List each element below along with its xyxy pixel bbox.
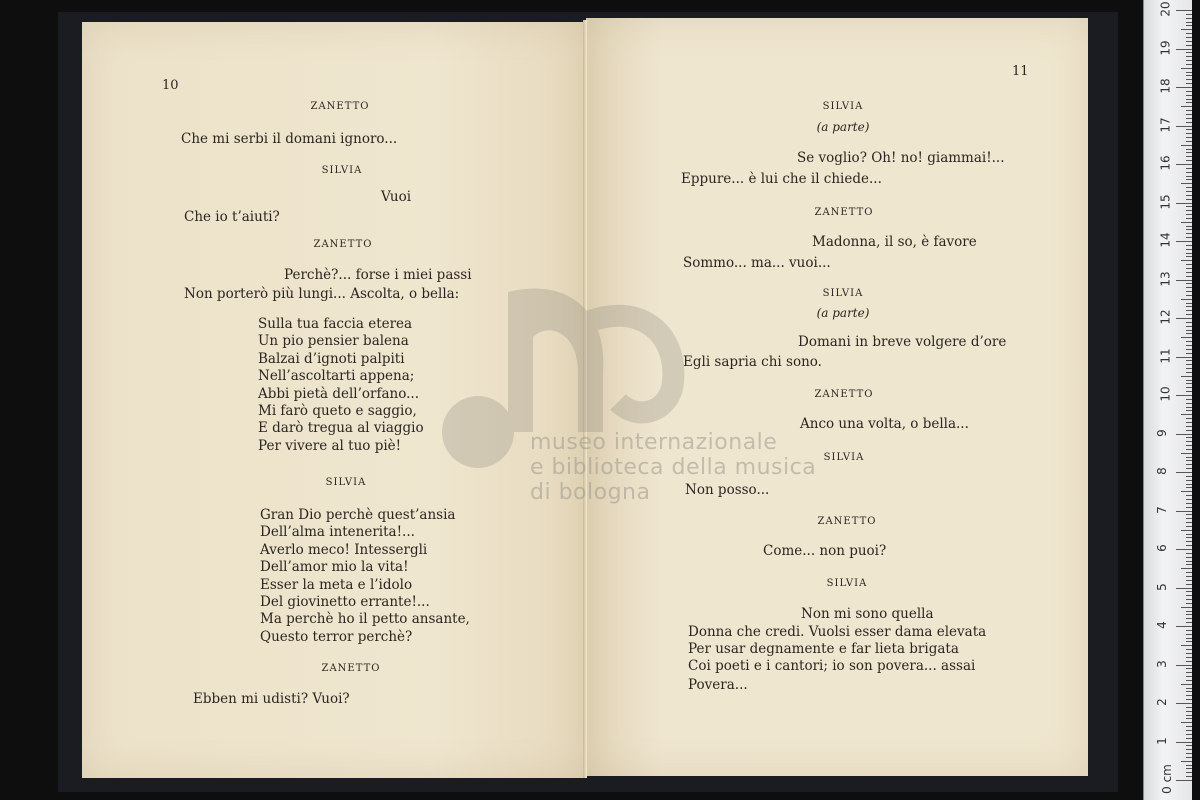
verse-line: Madonna, il so, è favore [812, 234, 977, 250]
ruler-tick [1186, 699, 1192, 700]
speaker-label: ZANETTO [313, 239, 373, 250]
ruler-number: 15 [1158, 193, 1173, 210]
ruler-tick [1186, 449, 1192, 450]
ruler-tick [1181, 106, 1192, 107]
ruler-tick [1186, 168, 1192, 169]
ruler-tick [1186, 553, 1192, 554]
verse-line: Anco una volta, o bella... [800, 416, 969, 432]
ruler-tick [1186, 738, 1192, 739]
ruler-tick [1181, 299, 1192, 300]
ruler-tick [1176, 626, 1192, 627]
ruler-tick [1176, 87, 1192, 88]
ruler-tick [1186, 591, 1192, 592]
ruler-tick [1186, 576, 1192, 577]
ruler-tick [1186, 676, 1192, 677]
verse-line: Non mi sono quella [801, 606, 934, 622]
ruler-tick [1186, 380, 1192, 381]
ruler-tick [1186, 422, 1192, 423]
book-gutter [583, 20, 587, 778]
ruler-tick [1186, 314, 1192, 315]
ruler-tick [1186, 691, 1192, 692]
ruler-tick [1186, 522, 1192, 523]
ruler-tick [1186, 75, 1192, 76]
ruler-tick [1186, 287, 1192, 288]
ruler-tick [1186, 349, 1192, 350]
ruler-number: 2 [1154, 698, 1169, 706]
ruler-tick [1186, 83, 1192, 84]
ruler-number: 14 [1158, 232, 1173, 248]
ruler-tick [1181, 222, 1192, 223]
ruler-tick [1186, 268, 1192, 269]
page-number-left: 10 [162, 78, 179, 93]
verse-line: Ebben mi udisti? Vuoi? [193, 691, 350, 707]
ruler-tick [1186, 141, 1192, 142]
ruler-tick [1186, 711, 1192, 712]
ruler-tick [1186, 326, 1192, 327]
ruler-tick [1181, 684, 1192, 685]
verse-line: Sommo... ma... vuoi... [683, 255, 831, 271]
verse-line: Perchè?... forse i miei passi [284, 267, 472, 283]
ruler-tick [1186, 353, 1192, 354]
ruler-tick [1186, 79, 1192, 80]
verse-line: Che io t’aiuti? [184, 209, 280, 225]
verse-line: Mi farò queto e saggio, [258, 402, 417, 419]
ruler-tick [1186, 122, 1192, 123]
ruler-tick [1186, 264, 1192, 265]
ruler-tick [1181, 761, 1192, 762]
ruler-tick [1186, 191, 1192, 192]
ruler-tick [1186, 584, 1192, 585]
watermark-text: e biblioteca della musica [530, 455, 817, 480]
ruler-tick [1186, 638, 1192, 639]
ruler-tick [1186, 210, 1192, 211]
ruler-tick [1186, 630, 1192, 631]
verse-line: Averlo meco! Intessergli [260, 541, 428, 558]
ruler-tick [1186, 199, 1192, 200]
ruler-number: 6 [1154, 544, 1169, 552]
ruler-tick [1186, 341, 1192, 342]
ruler-tick [1186, 603, 1192, 604]
ruler-tick [1186, 426, 1192, 427]
ruler-tick [1186, 256, 1192, 257]
ruler-tick [1186, 749, 1192, 750]
ruler-number: 12 [1158, 309, 1173, 325]
ruler-number: 8 [1154, 467, 1169, 475]
ruler-tick [1186, 495, 1192, 496]
ruler-tick [1186, 653, 1192, 654]
verse-line: E darò tregua al viaggio [258, 420, 424, 437]
ruler-tick [1186, 229, 1192, 230]
ruler-tick [1186, 137, 1192, 138]
speaker-label: SILVIA [822, 101, 864, 112]
ruler-number: 9 [1154, 428, 1169, 437]
ruler-tick [1186, 734, 1192, 735]
ruler-tick [1186, 322, 1192, 323]
ruler-tick [1186, 480, 1192, 481]
verse-line: Non posso... [685, 482, 770, 498]
ruler-tick [1186, 172, 1192, 173]
ruler-tick [1186, 403, 1192, 404]
ruler-tick [1186, 718, 1192, 719]
verse-line: Balzai d’ignoti palpiti [258, 350, 405, 367]
ruler-tick [1186, 457, 1192, 458]
ruler-tick [1186, 333, 1192, 334]
ruler-tick [1176, 665, 1192, 666]
ruler-tick [1186, 445, 1192, 446]
ruler-tick [1186, 518, 1192, 519]
verse-line: Non porterò più lungi... Ascolta, o bella: [184, 286, 460, 302]
ruler-tick [1186, 561, 1192, 562]
ruler-tick [1186, 156, 1192, 157]
ruler-tick [1186, 649, 1192, 650]
ruler-tick [1186, 672, 1192, 673]
verse-line: Gran Dio perchè quest’ansia [260, 507, 456, 523]
ruler-tick [1186, 657, 1192, 658]
ruler-tick [1186, 526, 1192, 527]
ruler-tick [1186, 283, 1192, 284]
ruler-tick [1186, 118, 1192, 119]
verse-line: Questo terror perchè? [260, 628, 413, 645]
ruler-number: 10 [1158, 386, 1173, 402]
ruler-tick [1186, 110, 1192, 111]
ruler-tick [1186, 330, 1192, 331]
ruler-tick [1186, 99, 1192, 100]
ruler-tick [1186, 368, 1192, 369]
ruler-tick [1186, 18, 1192, 19]
ruler-tick [1186, 564, 1192, 565]
ruler-tick [1181, 491, 1192, 492]
ruler-tick [1186, 487, 1192, 488]
ruler-tick [1186, 507, 1192, 508]
ruler-tick [1186, 272, 1192, 273]
ruler-tick [1186, 114, 1192, 115]
verse-line: Eppure... è lui che il chiede... [681, 171, 882, 187]
ruler-tick [1186, 245, 1192, 246]
ruler-tick [1176, 10, 1192, 11]
watermark-text: museo internazionale [530, 430, 778, 455]
ruler-tick [1186, 41, 1192, 42]
speaker-label: SILVIA [321, 165, 363, 176]
ruler-tick [1176, 49, 1192, 50]
ruler-tick [1186, 291, 1192, 292]
stanza [260, 507, 470, 646]
ruler-tick [1186, 206, 1192, 207]
ruler-tick [1186, 253, 1192, 254]
verse-line: Egli sapria chi sono. [683, 354, 822, 370]
ruler-tick [1176, 780, 1192, 781]
ruler-number: 20 [1158, 1, 1173, 17]
ruler-tick [1186, 129, 1192, 130]
page-number-right: 11 [1012, 64, 1029, 79]
ruler-tick [1186, 707, 1192, 708]
speaker-label: ZANETTO [817, 516, 877, 527]
speaker-label: SILVIA [823, 452, 865, 463]
ruler-tick [1186, 345, 1192, 346]
ruler-tick [1181, 568, 1192, 569]
ruler-tick [1176, 472, 1192, 473]
verse-line: Dell’alma intenerita!... [260, 524, 415, 541]
ruler-tick [1186, 195, 1192, 196]
ruler-tick [1176, 549, 1192, 550]
verse-line: Un pio pensier balena [258, 333, 409, 350]
ruler-tick [1176, 241, 1192, 242]
ruler-tick [1186, 176, 1192, 177]
ruler-tick [1186, 468, 1192, 469]
ruler-tick [1186, 541, 1192, 542]
ruler-tick [1186, 383, 1192, 384]
ruler-tick [1186, 152, 1192, 153]
verse-line: Esser la meta e l’idolo [260, 576, 413, 593]
ruler-number: 5 [1154, 582, 1169, 591]
ruler-number: 16 [1158, 155, 1173, 171]
ruler-tick [1181, 337, 1192, 338]
ruler-tick [1186, 179, 1192, 180]
ruler-tick [1181, 68, 1192, 69]
ruler-tick [1186, 60, 1192, 61]
ruler-tick [1181, 645, 1192, 646]
ruler-tick [1186, 545, 1192, 546]
verse-line: Nell’ascoltarti appena; [258, 368, 415, 385]
verse-line: Dell’amor mio la vita! [260, 559, 409, 576]
ruler-number: 19 [1158, 39, 1173, 56]
verse-line: Se voglio? Oh! no! giammai!... [797, 150, 1005, 166]
ruler-tick [1186, 595, 1192, 596]
ruler-tick [1176, 395, 1192, 396]
ruler-tick [1186, 187, 1192, 188]
ruler-number: 17 [1158, 116, 1173, 133]
ruler-tick [1186, 460, 1192, 461]
ruler-number: 4 [1154, 621, 1169, 629]
ruler-tick [1186, 765, 1192, 766]
ruler-tick [1186, 776, 1192, 777]
ruler-tick [1186, 303, 1192, 304]
ruler-tick [1186, 757, 1192, 758]
ruler-tick [1186, 360, 1192, 361]
ruler-tick [1186, 214, 1192, 215]
ruler-tick [1176, 203, 1192, 204]
speaker-label: SILVIA [822, 288, 864, 299]
ruler-number: 0 cm [1159, 764, 1174, 794]
ruler-number: 7 [1154, 505, 1169, 514]
ruler-tick [1186, 410, 1192, 411]
ruler-tick [1181, 183, 1192, 184]
ruler-tick [1186, 45, 1192, 46]
ruler-tick [1186, 276, 1192, 277]
ruler-tick [1186, 37, 1192, 38]
verse-line: Per usar degnamente e far lieta brigata [688, 641, 959, 657]
stage-direction: (a parte) [816, 306, 870, 320]
ruler-tick [1176, 511, 1192, 512]
ruler-tick [1186, 668, 1192, 669]
ruler-tick [1186, 22, 1192, 23]
ruler-tick [1186, 557, 1192, 558]
ruler-tick [1186, 661, 1192, 662]
ruler-tick [1186, 387, 1192, 388]
ruler-tick [1186, 622, 1192, 623]
ruler-tick [1186, 418, 1192, 419]
ruler-tick [1186, 580, 1192, 581]
ruler-tick [1181, 145, 1192, 146]
ruler-tick [1186, 391, 1192, 392]
ruler-tick [1186, 599, 1192, 600]
ruler-tick [1176, 164, 1192, 165]
ruler-tick [1186, 745, 1192, 746]
ruler-tick [1186, 306, 1192, 307]
ruler-tick [1186, 537, 1192, 538]
ruler-tick [1186, 534, 1192, 535]
speaker-label: ZANETTO [814, 389, 874, 400]
verse-line: Ma perchè ho il petto ansante, [260, 611, 470, 628]
ruler-tick [1186, 249, 1192, 250]
ruler-tick [1176, 318, 1192, 319]
ruler-tick [1181, 29, 1192, 30]
ruler-tick [1186, 64, 1192, 65]
ruler-tick [1186, 372, 1192, 373]
ruler-tick [1181, 376, 1192, 377]
verse-line: Per vivere al tuo piè! [258, 437, 402, 454]
ruler-number: 13 [1158, 270, 1173, 287]
ruler-tick [1186, 441, 1192, 442]
ruler-tick [1176, 742, 1192, 743]
ruler-tick [1181, 722, 1192, 723]
ruler-tick [1186, 514, 1192, 515]
ruler-tick [1176, 280, 1192, 281]
ruler-tick [1186, 715, 1192, 716]
ruler-tick [1176, 126, 1192, 127]
ruler-tick [1181, 260, 1192, 261]
verse-line: Coi poeti e i cantori; io son povera... assai [688, 658, 976, 674]
ruler-tick [1181, 607, 1192, 608]
ruler-tick [1186, 364, 1192, 365]
ruler-number: 1 [1154, 736, 1169, 745]
ruler-tick [1186, 499, 1192, 500]
ruler-tick [1176, 434, 1192, 435]
ruler-tick [1181, 414, 1192, 415]
verse-line: Del giovinetto errante!... [260, 593, 430, 610]
ruler-tick [1186, 52, 1192, 53]
stage-direction: (a parte) [816, 120, 870, 134]
ruler-tick [1181, 453, 1192, 454]
ruler-tick [1186, 95, 1192, 96]
ruler-tick [1186, 133, 1192, 134]
ruler-tick [1186, 149, 1192, 150]
ruler-tick [1186, 618, 1192, 619]
measuring-ruler [1143, 0, 1192, 800]
verse-line: Abbi pietà dell’orfano... [258, 385, 419, 402]
ruler-tick [1186, 476, 1192, 477]
ruler-tick [1186, 688, 1192, 689]
ruler-tick [1186, 310, 1192, 311]
ruler-number: 18 [1158, 78, 1173, 94]
speaker-label: SILVIA [325, 477, 367, 488]
verse-line: Povera... [688, 677, 748, 693]
ruler-tick [1186, 614, 1192, 615]
ruler-tick [1186, 233, 1192, 234]
watermark-text: di bologna [530, 480, 651, 505]
ruler-tick [1186, 753, 1192, 754]
ruler-tick [1186, 160, 1192, 161]
ruler-tick [1186, 437, 1192, 438]
ruler-tick [1186, 572, 1192, 573]
ruler-number: 11 [1158, 347, 1173, 364]
ruler-tick [1186, 237, 1192, 238]
stanza [258, 316, 424, 455]
ruler-tick [1186, 768, 1192, 769]
ruler-tick [1186, 641, 1192, 642]
ruler-tick [1186, 695, 1192, 696]
ruler-tick [1186, 407, 1192, 408]
ruler-tick [1186, 430, 1192, 431]
ruler-tick [1176, 588, 1192, 589]
ruler-tick [1186, 484, 1192, 485]
speaker-label: ZANETTO [310, 101, 370, 112]
ruler-tick [1186, 56, 1192, 57]
ruler-tick [1186, 730, 1192, 731]
ruler-tick [1186, 102, 1192, 103]
speaker-label: ZANETTO [814, 207, 874, 218]
ruler-tick [1186, 611, 1192, 612]
verse-line: Sulla tua faccia eterea [258, 316, 413, 332]
verse-line: Vuoi [381, 189, 412, 205]
ruler-tick [1186, 464, 1192, 465]
ruler-tick [1186, 14, 1192, 15]
verse-line: Che mi serbi il domani ignoro... [181, 131, 398, 147]
ruler-tick [1186, 295, 1192, 296]
ruler-tick [1186, 72, 1192, 73]
ruler-tick [1186, 91, 1192, 92]
ruler-tick [1186, 25, 1192, 26]
verse-line: Come... non puoi? [763, 543, 887, 559]
ruler-tick [1186, 680, 1192, 681]
ruler-tick [1186, 218, 1192, 219]
verse-line: Domani in breve volgere d’ore [798, 334, 1007, 350]
ruler-tick [1181, 530, 1192, 531]
ruler-tick [1186, 634, 1192, 635]
verse-line: Donna che credi. Vuolsi esser dama elevata [688, 624, 987, 640]
ruler-tick [1186, 726, 1192, 727]
ruler-tick [1186, 226, 1192, 227]
ruler-number: 3 [1154, 659, 1169, 668]
ruler-tick [1186, 772, 1192, 773]
ruler-tick [1186, 503, 1192, 504]
ruler-tick [1186, 399, 1192, 400]
speaker-label: SILVIA [826, 578, 868, 589]
ruler-tick [1176, 357, 1192, 358]
ruler-tick [1176, 703, 1192, 704]
ruler-tick [1186, 33, 1192, 34]
speaker-label: ZANETTO [321, 663, 381, 674]
